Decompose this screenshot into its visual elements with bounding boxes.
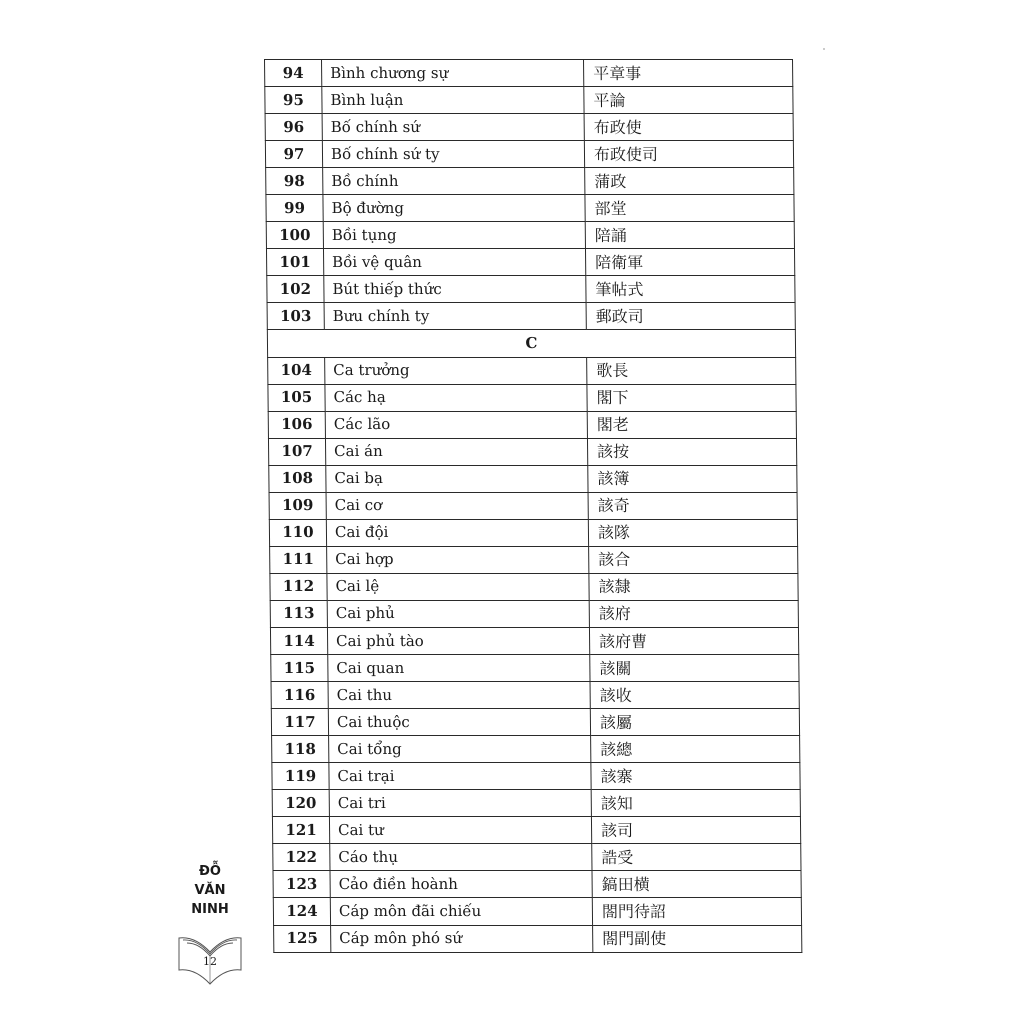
term-cell: Cai phủ [327,600,589,627]
table-row [270,546,798,573]
table-row [267,276,795,303]
row-number: 101 [266,249,323,276]
term-cell: Cai phủ tào [327,627,589,654]
table-row [271,655,799,682]
han-cell: 陪誦 [585,222,794,249]
table-row [265,60,793,87]
term-cell: Cai tri [329,790,591,817]
table-row [272,790,800,817]
table-row [269,492,797,519]
row-number: 119 [272,763,329,790]
row-number: 105 [268,384,325,411]
term-cell: Cai án [325,438,587,465]
term-cell: Bồi tụng [323,222,585,249]
row-number: 114 [270,627,327,654]
row-number: 116 [271,682,328,709]
term-cell: Cáo thụ [330,844,592,871]
row-number: 96 [265,114,322,141]
terms-table-body [265,60,802,953]
row-number: 113 [270,600,327,627]
term-cell: Bình chương sự [322,60,584,87]
author-name-line-1: ĐỖ [199,864,221,879]
table-row [268,357,796,384]
han-cell: 閣下 [587,384,796,411]
term-cell: Cai trại [329,763,591,790]
table-row [267,303,795,330]
term-cell: Cảo điền hoành [330,871,592,898]
han-cell: 該奇 [588,492,797,519]
row-number: 98 [266,168,323,195]
row-number: 115 [271,655,328,682]
table-row [266,249,794,276]
han-cell: 該按 [587,438,796,465]
table-row [273,871,801,898]
table-row [269,519,797,546]
han-cell: 部堂 [585,195,794,222]
han-cell: 該隊 [588,519,797,546]
term-cell: Các lão [325,411,587,438]
table-row [268,438,796,465]
row-number: 97 [265,141,322,168]
term-cell: Cai thu [328,682,590,709]
page-number: 12 [203,955,217,968]
term-cell: Bồi vệ quân [323,249,585,276]
table-row [274,925,802,953]
han-cell: 郵政司 [586,303,795,330]
han-cell: 平論 [584,87,793,114]
term-cell: Cai cơ [326,492,588,519]
table-row [272,817,800,844]
row-number: 123 [273,871,330,898]
term-cell: Bố chính sứ [322,114,584,141]
author-name-line-3: NINH [191,902,229,917]
row-number: 120 [272,790,329,817]
table-row [272,736,800,763]
han-cell: 該簿 [588,465,797,492]
term-cell: Bưu chính ty [324,303,586,330]
han-cell: 鎬田横 [592,871,801,898]
table-row [272,763,800,790]
term-cell: Cáp môn phó sứ [331,925,593,953]
row-number: 107 [268,438,325,465]
row-number: 104 [268,357,325,384]
table-row [273,844,801,871]
term-cell: Bình luận [322,87,584,114]
table-row [268,411,796,438]
table-row [270,573,798,600]
term-cell: Ca trưởng [325,357,587,384]
han-cell: 布政使司 [584,141,793,168]
han-cell: 該合 [589,546,798,573]
row-number: 111 [270,546,327,573]
term-cell: Cáp môn đãi chiếu [330,898,592,925]
han-cell: 該寨 [591,763,800,790]
row-number: 117 [271,709,328,736]
han-cell: 該關 [590,655,799,682]
han-cell: 該屬 [590,709,799,736]
table-row [265,114,793,141]
han-cell: 閣老 [587,411,796,438]
han-cell: 該知 [591,790,800,817]
han-cell: 該隸 [589,573,798,600]
scan-speck [823,48,825,50]
table-row [270,627,798,654]
row-number: 103 [267,303,324,330]
han-cell: 布政使 [584,114,793,141]
han-cell: 該府曹 [589,627,798,654]
han-cell: 閤門待詔 [592,898,801,925]
table-row [265,141,793,168]
term-cell: Các hạ [325,384,587,411]
table-row [268,384,796,411]
row-number: 100 [266,222,323,249]
term-cell: Bộ đường [323,195,585,222]
row-number: 122 [273,844,330,871]
table-row [273,898,801,925]
term-cell: Cai hợp [327,546,589,573]
term-cell: Bồ chính [323,168,585,195]
han-cell: 蒲政 [585,168,794,195]
han-cell: 該司 [591,817,800,844]
row-number: 109 [269,492,326,519]
row-number: 95 [265,87,322,114]
row-number: 112 [270,573,327,600]
row-number: 94 [265,60,322,87]
han-cell: 平章事 [584,60,793,87]
table-row [266,168,794,195]
table-row [269,465,797,492]
han-cell: 歌長 [587,357,796,384]
row-number: 125 [274,925,331,953]
han-cell: 該收 [590,682,799,709]
term-cell: Cai thuộc [328,709,590,736]
row-number: 124 [273,898,330,925]
table-row [266,195,794,222]
section-letter: C [267,330,795,357]
term-cell: Bút thiếp thức [324,276,586,303]
han-cell: 誥受 [592,844,801,871]
term-cell: Cai tư [329,817,591,844]
term-cell: Cai đội [326,519,588,546]
table-row [266,222,794,249]
han-cell: 該府 [589,600,798,627]
row-number: 110 [269,519,326,546]
table-row [271,709,799,736]
table-row [271,682,799,709]
term-cell: Cai bạ [326,465,588,492]
row-number: 121 [272,817,329,844]
term-cell: Cai tổng [329,736,591,763]
row-number: 99 [266,195,323,222]
row-number: 102 [267,276,324,303]
term-cell: Bố chính sứ ty [322,141,584,168]
term-cell: Cai lệ [327,573,589,600]
table-row [270,600,798,627]
term-cell: Cai quan [328,655,590,682]
row-number: 106 [268,411,325,438]
terms-table [264,59,802,953]
section-header-row [267,330,795,357]
row-number: 118 [272,736,329,763]
author-name-line-2: VĂN [194,883,226,898]
row-number: 108 [269,465,326,492]
han-cell: 陪衛軍 [585,249,794,276]
han-cell: 筆帖式 [586,276,795,303]
author-name [178,862,242,919]
han-cell: 閤門副使 [593,925,802,953]
table-row [265,87,793,114]
han-cell: 該總 [591,736,800,763]
